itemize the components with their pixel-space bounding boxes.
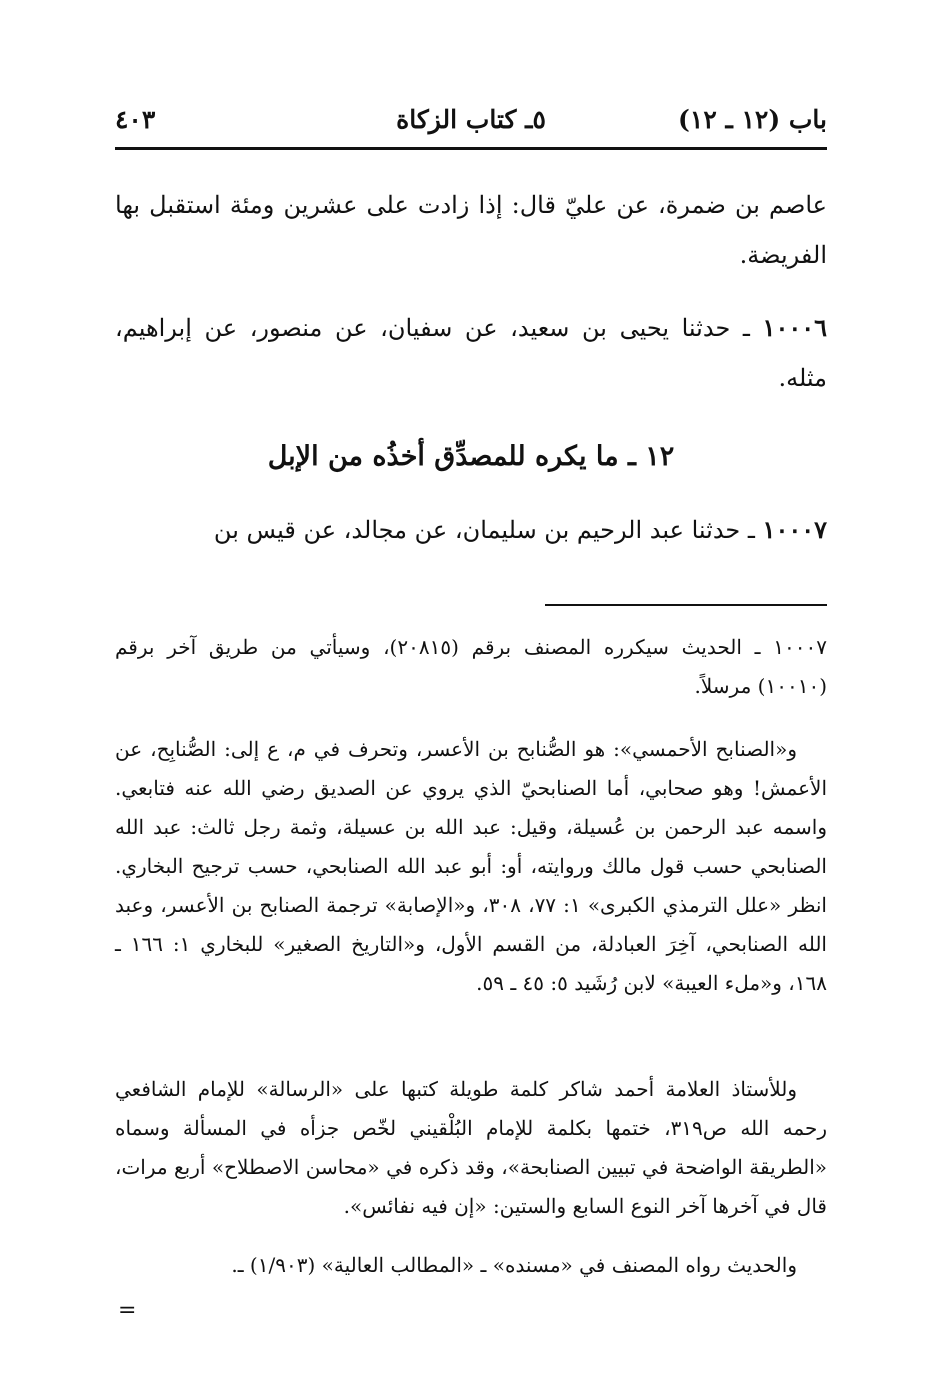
chapter-heading: باب (١٢ ـ ١٢) [678, 105, 827, 134]
running-header [115, 98, 827, 142]
hadith-10007 [115, 505, 827, 555]
book-title: ٥ـ كتاب الزكاة [396, 105, 546, 134]
hadith-number: ١٠٠٠٧ [762, 515, 827, 544]
continuation-mark: = [118, 1298, 137, 1323]
footnote-shakir: وللأستاذ العلامة أحمد شاكر كلمة طويلة كتبها على «الرسالة» للإمام الشافعي رحمه الله ص٣١٩، ختمها بكلمة للإمام البُلْقيني لخّص جزأه في المسألة وسماه «الطريقة الواضحة في تبيين الصنابحة»، وقد ذكره في «محاسن الاصطلاح» أربع مرات، قال في آخرها آخر النوع السابع والستين: «إن فيه نفائس». [115, 1077, 827, 1218]
footnote-musnad: والحديث رواه المصنف في «مسنده» ـ «المطالب العالية» (١/٩٠٣) ـ. [231, 1253, 797, 1277]
hadith-text: ـ حدثنا يحيى بن سعيد، عن سفيان، عن منصور، عن إبراهيم، مثله. [115, 314, 827, 392]
main-paragraph-continuation: عاصم بن ضمرة، عن عليّ قال: إذا زادت على عشرين ومئة استقبل بها الفريضة. [115, 191, 827, 269]
hadith-text: ـ حدثنا عبد الرحيم بن سليمان، عن مجالد، عن قيس بن [213, 516, 763, 544]
footnote-separator [545, 604, 827, 606]
hadith-number: ١٠٠٠٦ [762, 313, 827, 342]
hadith-10006 [115, 303, 827, 403]
section-heading: ١٢ ـ ما يكره للمصدِّق أخذُه من الإبل [267, 441, 675, 472]
header-rule [115, 147, 827, 150]
page-number: ٤٠٣ [115, 105, 156, 134]
footnote-hadith-10007: ١٠٠٠٧ ـ الحديث سيكرره المصنف برقم (٢٠٨١٥)، وسيأتي من طريق آخر برقم (١٠٠١٠) مرسلاً. [115, 635, 827, 698]
footnote-sunabih: و«الصنابح الأحمسي»: هو الصُّنابح بن الأعسر، وتحرف في م، ع إلى: الصُّنابِح، عن الأعمش! وهو صحابي، أما الصنابحيّ الذي يروي عن الصديق رضي الله عنه فتابعي. واسمه عبد الرحمن بن عُسيلة، وقيل: عبد الله بن عسيلة، وثمة رجل ثالث: عبد الله الصنابحي حسب قول مالك وروايته، أو: أبو عبد الله الصنابحي، حسب ترجيح البخاري. انظر «علل الترمذي الكبرى» ١: ٧٧، ٣٠٨، و«الإصابة» ترجمة الصنابح بن الأعسر، وعبد الله الصنابحي، آخِرَ العبادلة، من القسم الأول، و«التاريخ الصغير» للبخاري ١: ١٦٦ ـ ١٦٨، و«ملء العيبة» لابن رُشَيد ٥: ٤٥ ـ ٥٩. [115, 737, 827, 995]
